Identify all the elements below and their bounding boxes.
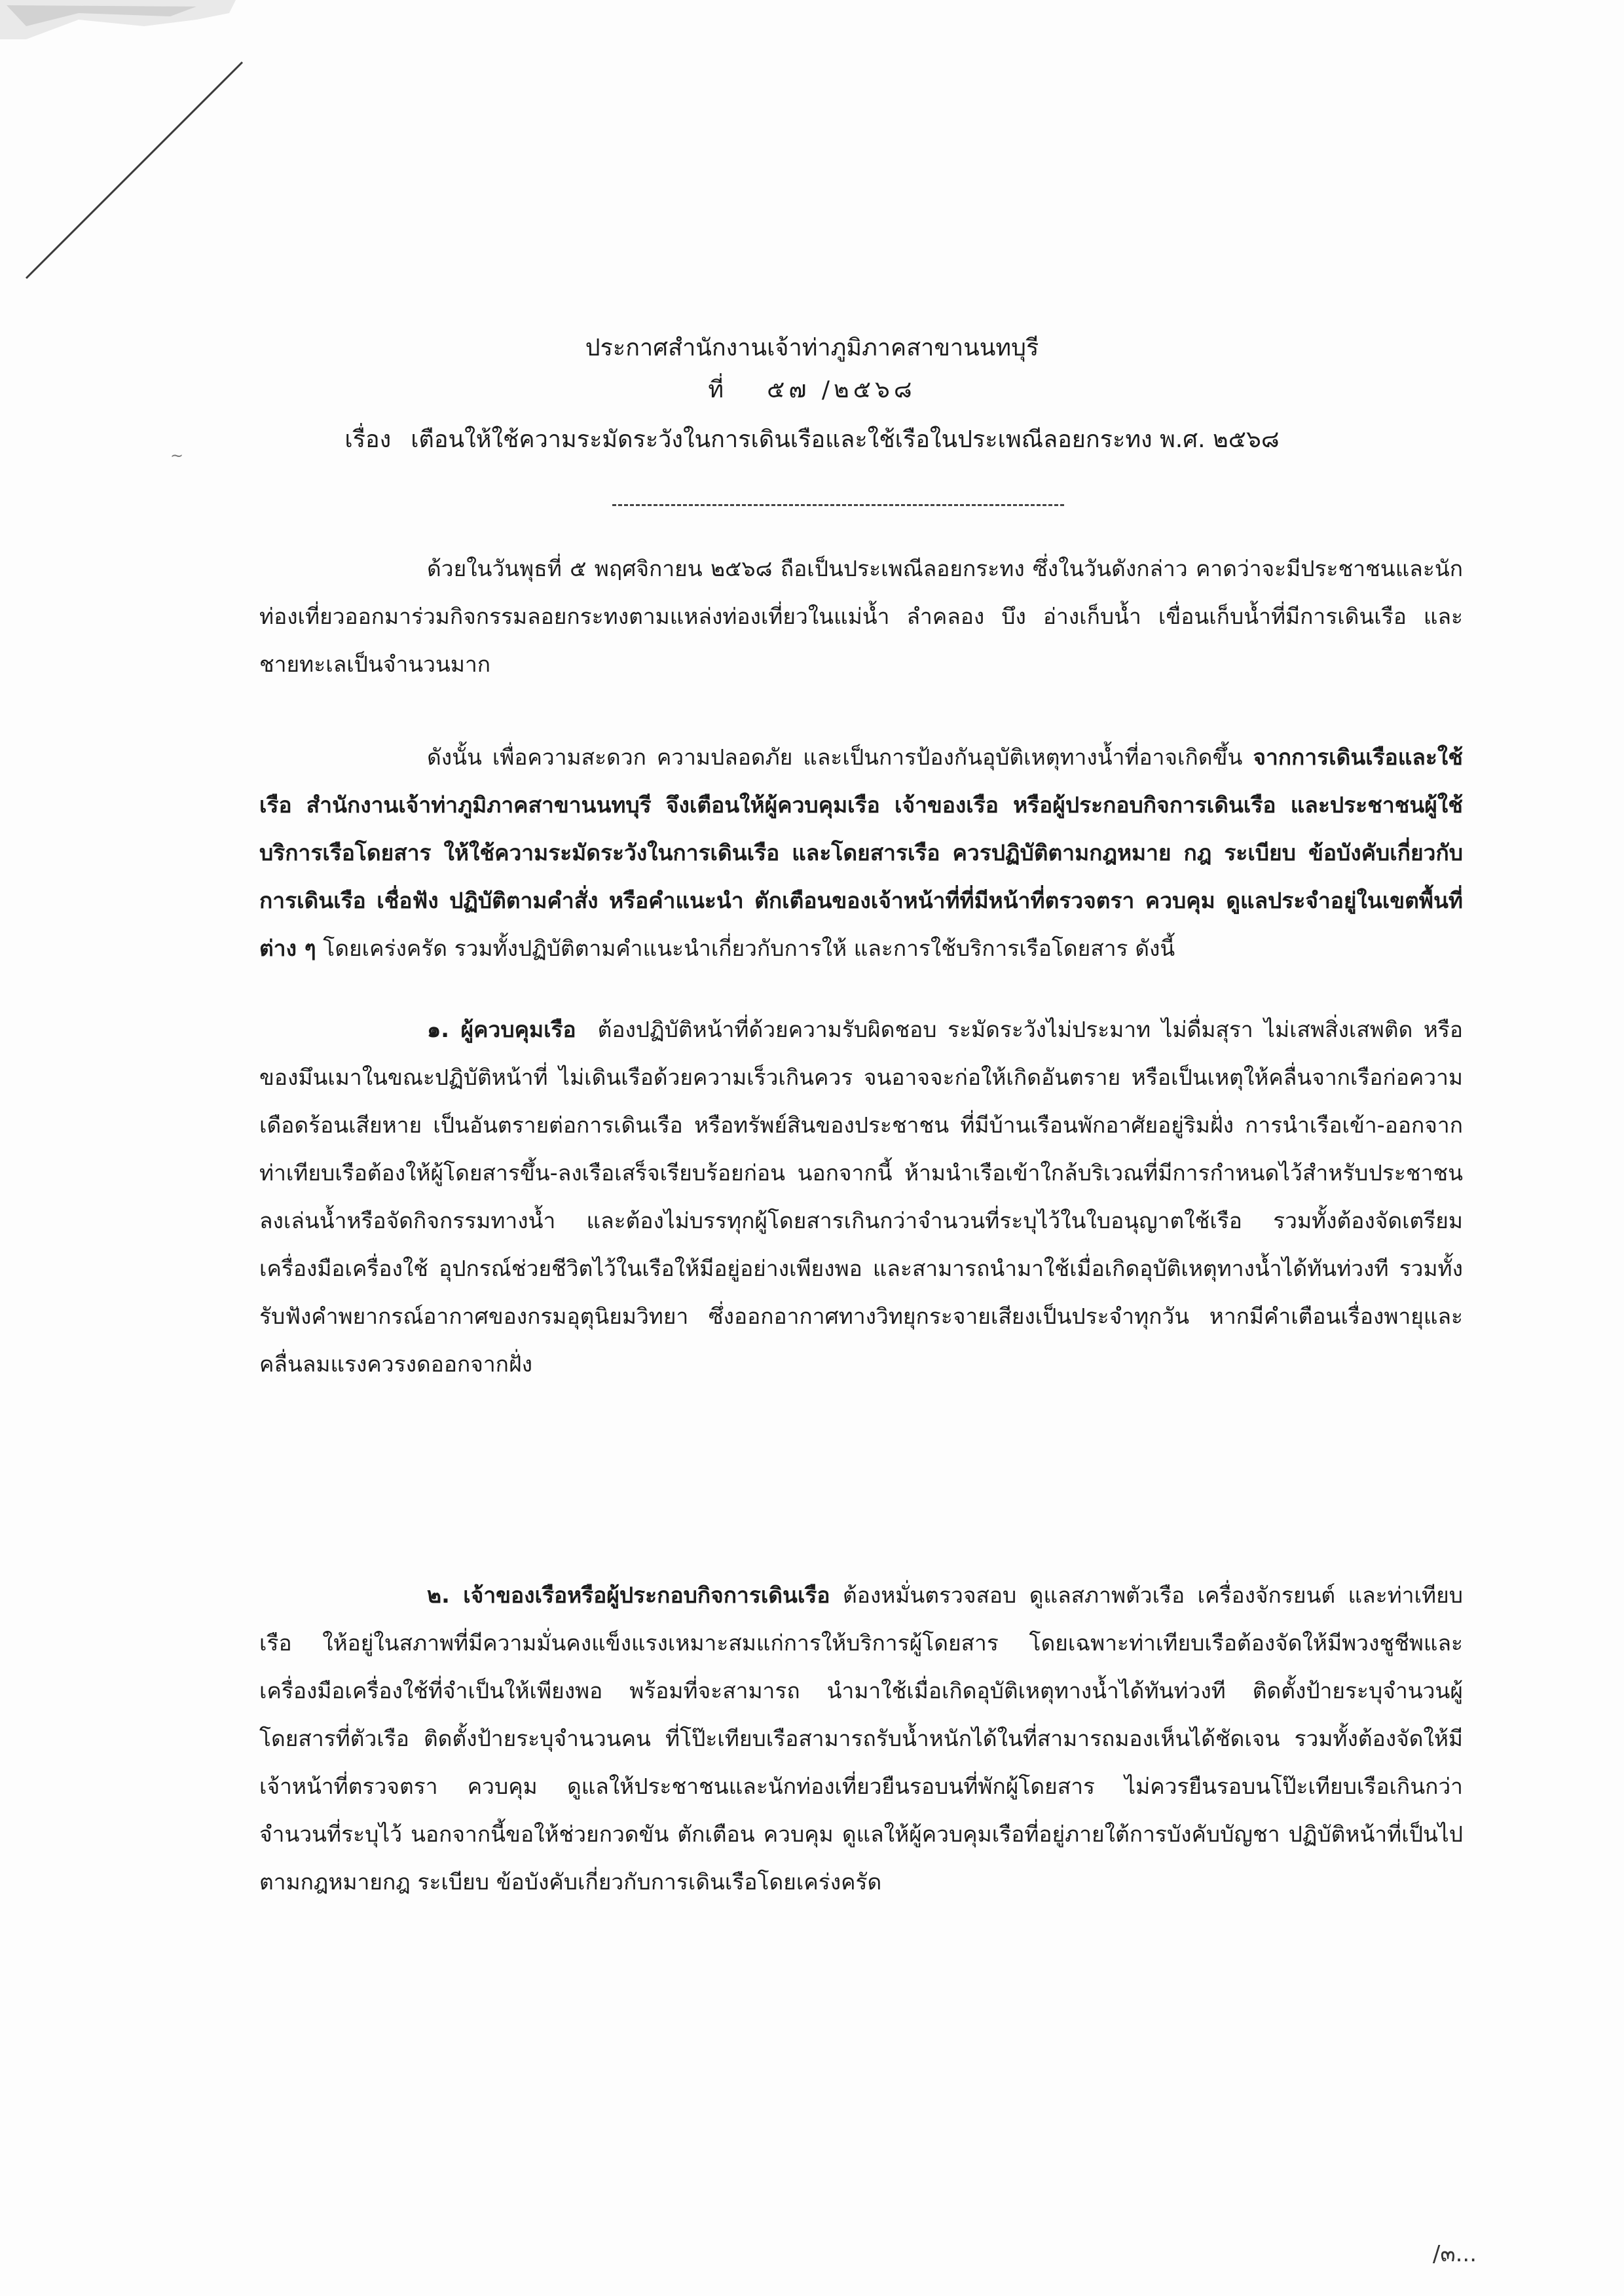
therefore-text-2: จากการเดินเรือและใช้เรือ สำนักงานเจ้าท่าภูมิภาคสาขานนทบุรี จึงเตือนให้ผู้ควบคุมเรือ เจ้าของเรือ หรือผู้ประกอบกิจการเดินเรือ และประชาชนผู้ใช้บริการเรือโดยสาร ให้ใช้ความระมัดระวังในการเดินเรือ และโดยสารเรือ ควรปฏิบัติตามกฎหมาย กฎ ระเบียบ ข้อบังคับเกี่ยวกับการเดินเรือ เชื่อฟัง ปฏิบัติตามคำสั่ง หรือคำแนะนำ ตักเตือนของเจ้าหน้าที่ที่มีหน้าที่ตรวจตรา ควบคุม ดูแลประจำอยู่ในเขตพื้นที่ต่าง ๆ	[259, 744, 1463, 961]
announcement-subject	[0, 426, 1624, 454]
announcement-organization: ประกาศสำนักงานเจ้าท่าภูมิภาคสาขานนทบุรี	[585, 335, 1039, 361]
paragraph-intro	[259, 545, 1463, 688]
therefore-text-3: โดยเคร่งครัด รวมทั้งปฏิบัติตามคำแนะนำเกี่ยวกับการให้ และการใช้บริการเรือโดยสาร ดังนี้	[323, 936, 1175, 961]
number-label: ที่	[708, 376, 728, 403]
number-value: ๕๗ /๒๕๖๘	[767, 376, 916, 403]
paragraph-therefore	[259, 733, 1463, 972]
scan-speck: ~	[170, 446, 184, 465]
item2-heading: ๒. เจ้าของเรือหรือผู้ประกอบกิจการเดินเรือ	[427, 1582, 830, 1608]
paragraph-item-2	[259, 1571, 1463, 1906]
subject-text: เตือนให้ใช้ความระมัดระวังในการเดินเรือและใช้เรือในประเพณีลอยกระทง พ.ศ. ๒๕๖๘	[411, 426, 1280, 453]
therefore-text-1: ดังนั้น เพื่อความสะดวก ความปลอดภัย และเป็นการป้องกันอุบัติเหตุทางน้ำที่อาจเกิดขึ้น	[427, 744, 1243, 770]
item1-heading: ๑. ผู้ควบคุมเรือ	[427, 1017, 576, 1042]
header-divider	[612, 504, 1064, 506]
subject-label: เรื่อง	[344, 426, 392, 453]
announcement-number	[0, 376, 1624, 405]
item2-text: ต้องหมั่นตรวจสอบ ดูแลสภาพตัวเรือ เครื่องจักรยนต์ และท่าเทียบเรือ ให้อยู่ในสภาพที่มีความมั่นคงแข็งแรงเหมาะสมแก่การให้บริการผู้โดยสาร โดยเฉพาะท่าเทียบเรือต้องจัดให้มีพวงชูชีพและเครื่องมือเครื่องใช้ที่จำเป็นให้เพียงพอ พร้อมที่จะสามารถ นำมาใช้เมื่อเกิดอุบัติเหตุทางน้ำได้ทันท่วงที ติดตั้งป้ายระบุจำนวนผู้โดยสารที่ตัวเรือ ติดตั้งป้ายระบุจำนวนคน ที่โป๊ะเทียบเรือสามารถรับน้ำหนักได้ในที่สามารถมองเห็นได้ชัดเจน รวมทั้งต้องจัดให้มีเจ้าหน้าที่ตรวจตรา ควบคุม ดูแลให้ประชาชนและนักท่องเที่ยวยืนรอบนที่พักผู้โดยสาร ไม่ควรยืนรอบนโป๊ะเทียบเรือเกินกว่า จำนวนที่ระบุไว้ นอกจากนี้ขอให้ช่วยกวดขัน ตักเตือน ควบคุม ดูแลให้ผู้ควบคุมเรือที่อยู่ภายใต้การบังคับบัญชา ปฏิบัติหน้าที่เป็นไปตามกฎหมายกฎ ระเบียบ ข้อบังคับเกี่ยวกับการเดินเรือโดยเคร่งครัด	[259, 1582, 1463, 1895]
next-page-marker: /๓...	[1432, 2241, 1477, 2267]
scan-corner-mark	[0, 0, 275, 301]
paragraph-item-1	[259, 1006, 1463, 1388]
intro-text: ด้วยในวันพุธที่ ๕ พฤศจิกายน ๒๕๖๘ ถือเป็นประเพณีลอยกระทง ซึ่งในวันดังกล่าว คาดว่าจะมีประชาชนและนักท่องเที่ยวออกมาร่วมกิจกรรมลอยกระทงตามแหล่งท่องเที่ยวในแม่น้ำ ลำคลอง บึง อ่างเก็บน้ำ เขื่อนเก็บน้ำที่มีการเดินเรือ และชายทะเลเป็นจำนวนมาก	[259, 556, 1463, 677]
item1-text: ต้องปฏิบัติหน้าที่ด้วยความรับผิดชอบ ระมัดระวังไม่ประมาท ไม่ดื่มสุรา ไม่เสพสิ่งเสพติด หรือของมึนเมาในขณะปฏิบัติหน้าที่ ไม่เดินเรือด้วยความเร็วเกินควร จนอาจจะก่อให้เกิดอันตราย หรือเป็นเหตุให้คลื่นจากเรือก่อความเดือดร้อนเสียหาย เป็นอันตรายต่อการเดินเรือ หรือทรัพย์สินของประชาชน ที่มีบ้านเรือนพักอาศัยอยู่ริมฝั่ง การนำเรือเข้า-ออกจากท่าเทียบเรือต้องให้ผู้โดยสารขึ้น-ลงเรือเสร็จเรียบร้อยก่อน นอกจากนี้ ห้ามนำเรือเข้าใกล้บริเวณที่มีการกำหนดไว้สำหรับประชาชนลงเล่นน้ำหรือจัดกิจกรรมทางน้ำ และต้องไม่บรรทุกผู้โดยสารเกินกว่าจำนวนที่ระบุไว้ในใบอนุญาตใช้เรือ รวมทั้งต้องจัดเตรียมเครื่องมือเครื่องใช้ อุปกรณ์ช่วยชีวิตไว้ในเรือให้มีอยู่อย่างเพียงพอ และสามารถนำมาใช้เมื่อเกิดอุบัติเหตุทางน้ำได้ทันท่วงที รวมทั้ง รับฟังคำพยากรณ์อากาศของกรมอุตุนิยมวิทยา ซึ่งออกอากาศทางวิทยุกระจายเสียงเป็นประจำทุกวัน หากมีคำเตือนเรื่องพายุและคลื่นลมแรงควรงดออกจากฝั่ง	[259, 1017, 1464, 1377]
